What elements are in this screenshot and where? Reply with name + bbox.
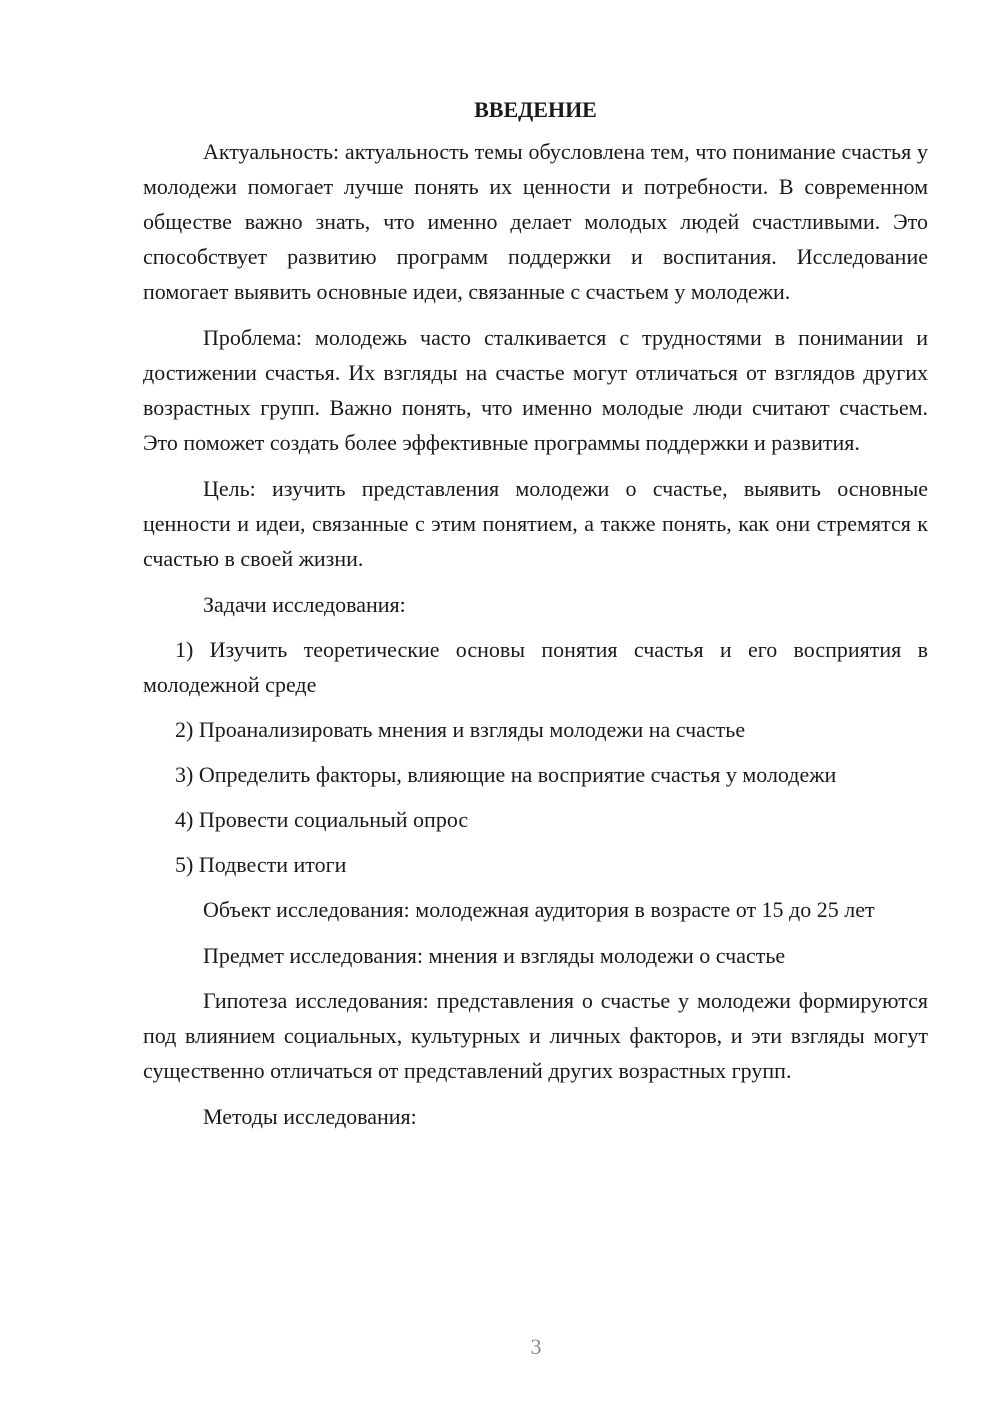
problem-paragraph: Проблема: молодежь часто сталкивается с трудностями в понимании и достижении счастья. Их взгляды на счастье могут отличаться от взглядов других возрастных групп. Важно понять, что именно молодые люди считают счастьем. Это поможет создать более эффективные программы поддержки и развития. xyxy=(143,325,928,455)
page-content xyxy=(143,96,928,1144)
methods-heading: Методы исследования: xyxy=(203,1104,417,1129)
relevance-paragraph: Актуальность: актуальность темы обусловлена тем, что понимание счастья у молодежи помогает лучше понять их ценности и потребности. В современном обществе важно знать, что именно делает молодых людей счастливыми. Это способствует развитию программ поддержки и воспитания. Исследование помогает выявить основные идеи, связанные с счастьем у молодежи. xyxy=(143,139,928,304)
task-item: 5) Подвести итоги xyxy=(175,852,347,877)
task-item: 1) Изучить теоретические основы понятия счастья и его восприятия в молодежной среде xyxy=(143,637,928,697)
page-number: 3 xyxy=(530,1334,542,1359)
task-item: 3) Определить факторы, влияющие на восприятие счастья у молодежи xyxy=(175,762,837,787)
section-title: ВВЕДЕНИЕ xyxy=(474,97,597,122)
task-item: 4) Провести социальный опрос xyxy=(175,807,469,832)
subject-paragraph: Предмет исследования: мнения и взгляды молодежи о счастье xyxy=(203,943,786,968)
tasks-list xyxy=(143,632,928,882)
goal-paragraph: Цель: изучить представления молодежи о счастье, выявить основные ценности и идеи, связанные с этим понятием, а также понять, как они стремятся к счастью в своей жизни. xyxy=(143,476,928,571)
task-item: 2) Проанализировать мнения и взгляды молодежи на счастье xyxy=(175,717,746,742)
hypothesis-paragraph: Гипотеза исследования: представления о счастье у молодежи формируются под влиянием социальных, культурных и личных факторов, и эти взгляды могут существенно отличаться от представлений других возрастных групп. xyxy=(143,988,928,1083)
object-paragraph: Объект исследования: молодежная аудитория в возрасте от 15 до 25 лет xyxy=(203,897,875,922)
tasks-heading: Задачи исследования: xyxy=(203,592,406,617)
